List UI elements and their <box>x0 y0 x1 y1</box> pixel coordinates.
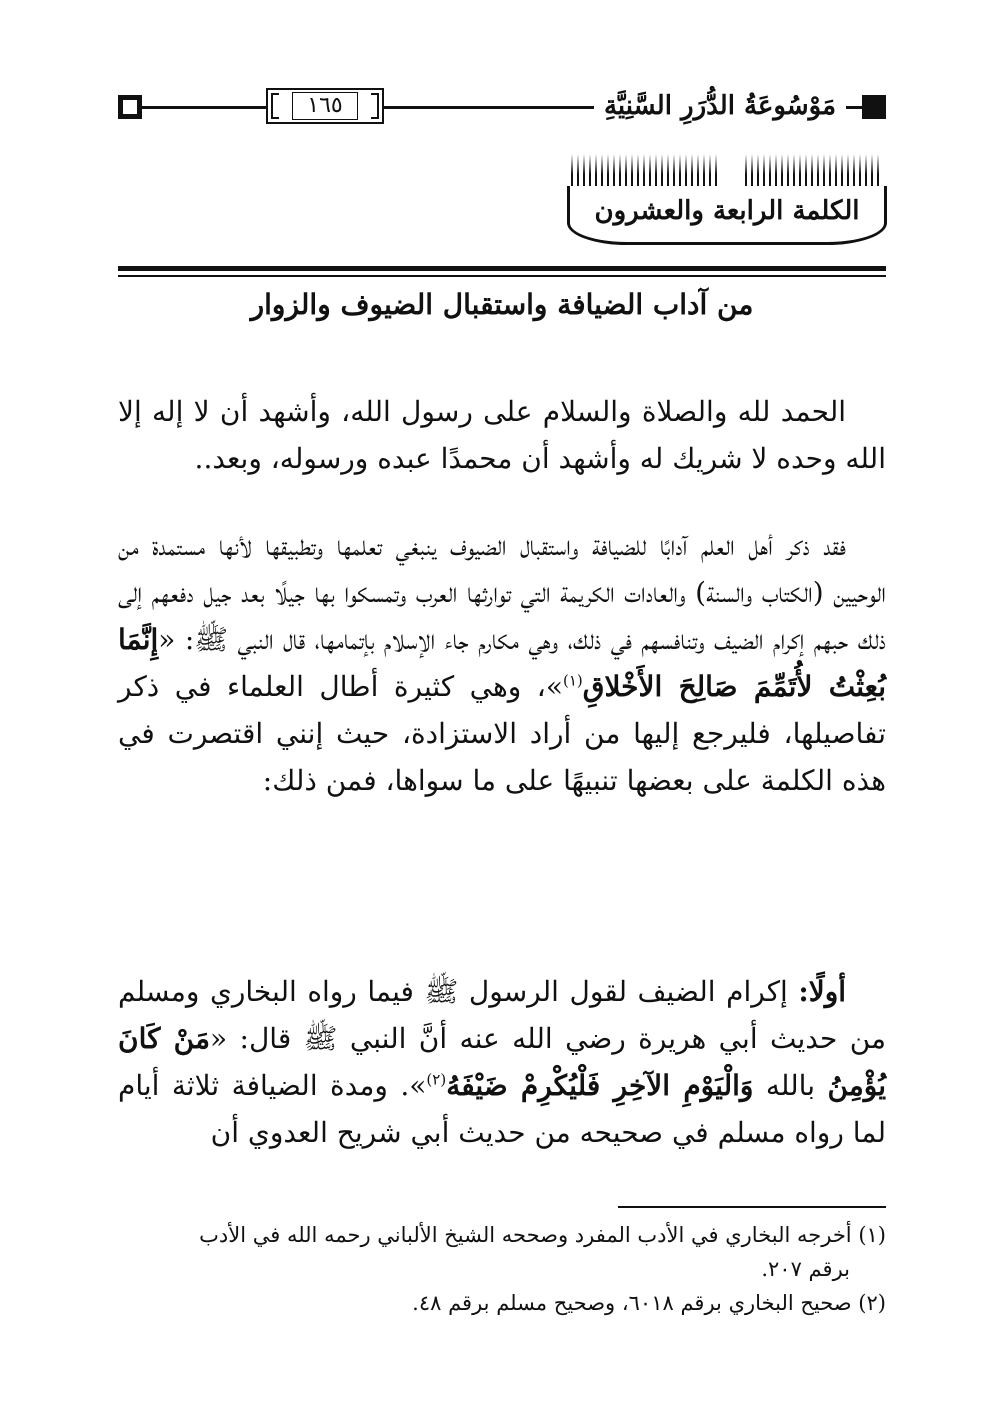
lesson-title: من آداب الضيافة واستقبال الضيوف والزوار <box>250 288 754 321</box>
point-label: أولًا: <box>798 975 846 1008</box>
header-rule-left <box>140 106 268 109</box>
footnote-separator <box>618 1206 886 1208</box>
paragraph-text: بالله <box>753 1069 828 1102</box>
header-solid-square-ornament <box>862 95 886 119</box>
footnote-2: (٢) صحيح البخاري برقم ٦٠١٨، وصحيح مسلم برقم ٤٨. <box>412 1291 886 1315</box>
title-rule-thick <box>118 266 886 271</box>
paragraph-text: »، وهي كثيرة أطال العلماء في ذكر تفاصيلها، فليرجع إليها من أراد الاستزادة، حيث إنني اقتصرت في هذه الكلمة على بعضها تنبيهًا على ما سواها، فمن ذلك: <box>118 670 886 797</box>
paragraph-text: فقد ذكر أهل العلم آدابًا للضيافة واستقبال الضيوف ينبغي تعلمها وتطبيقها لأنها مستمدة من الوحيين (الكتاب والسنة) والعادات الكريمة التي توارثها العرب وتمسكوا بها جيلًا بعد جيل دفعهم إلى ذلك حبهم إكرام الضيف وتنافسهم في ذلك، وهي مكارم جاء الإسلام بإتمامها، قال النبي ﷺ: « <box>118 529 886 656</box>
paragraph-text: ». ومدة الضيافة ثلاثة أيام لما رواه مسلم في صحيحه من حديث أبي شريح العدوي أن <box>118 1069 886 1149</box>
paragraph-text: إكرام الضيف لقول الرسول ﷺ فيما رواه البخاري ومسلم من حديث أبي هريرة رضي الله عنه أنَّ النبي ﷺ قال: « <box>118 975 887 1055</box>
header-rule-middle <box>382 106 602 109</box>
hadith-quote: وَالْيَوْمِ الآخِرِ فَلْيُكْرِمْ ضَيْفَهُ <box>446 1069 754 1102</box>
title-rule-thin <box>118 275 886 277</box>
chapter-banner <box>567 150 887 246</box>
page-number-frame <box>266 88 384 124</box>
footnote-ref-1: (١) <box>562 671 583 690</box>
running-header <box>118 88 886 128</box>
footnote-1-continuation: برقم ٢٠٧. <box>761 1257 850 1281</box>
footnotes <box>118 1218 886 1320</box>
body-paragraph-3 <box>118 968 886 1156</box>
body-paragraph-2 <box>118 522 886 804</box>
intro-text: الحمد لله والصلاة والسلام على رسول الله، وأشهد أن لا إله إلا الله وحده لا شريك له وأشهد أن محمدًا عبده ورسوله، وبعد.. <box>118 395 886 475</box>
series-title: مَوْسُوعَةُ الدُّرَرِ السَّنِيَّةِ <box>594 88 846 124</box>
hadith-quote: إِنَّمَا بُعِثْتُ لأُتَمِّمَ صَالِحَ الأَخْلاقِ <box>118 623 886 703</box>
banner-plate <box>567 186 887 245</box>
intro-paragraph <box>118 388 886 482</box>
footnote-ref-2: (٢) <box>426 1070 447 1089</box>
footnote-1: (١) أخرجه البخاري في الأدب المفرد وصححه الشيخ الألباني رحمه الله في الأدب <box>199 1223 886 1247</box>
chapter-title: الكلمة الرابعة والعشرون <box>594 196 860 226</box>
header-hollow-square-ornament <box>118 95 142 119</box>
page-number: ١٦٥ <box>292 92 357 120</box>
hadith-quote: مَنْ كَانَ يُؤْمِنُ <box>118 1022 887 1102</box>
